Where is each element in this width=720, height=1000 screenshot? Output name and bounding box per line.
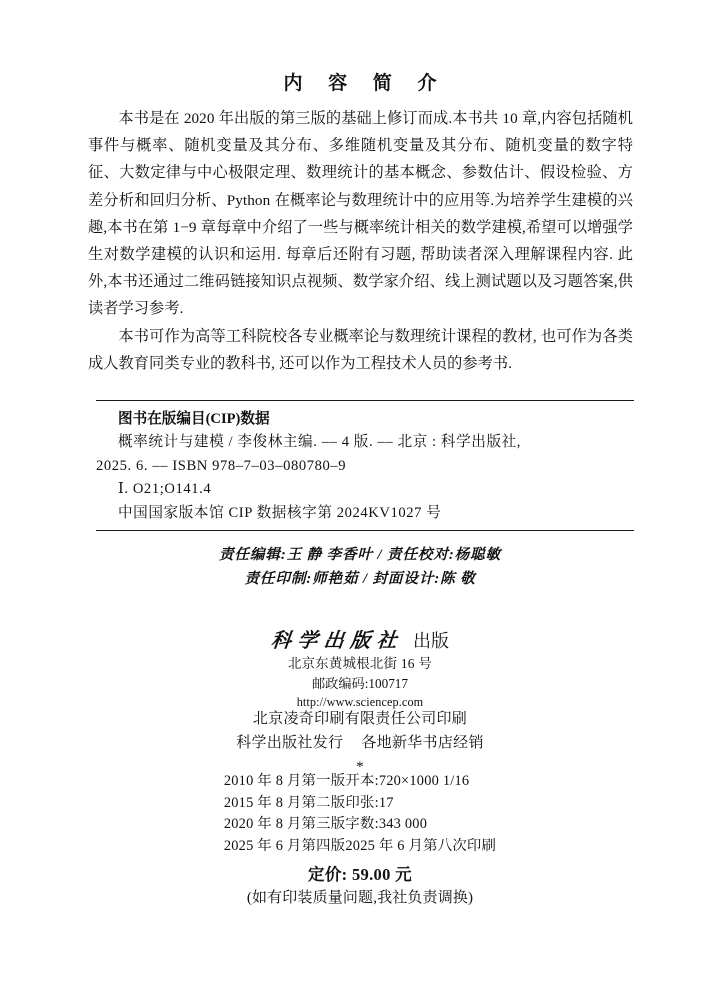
- edition-number: 一: [316, 773, 331, 789]
- publisher-verb: 出版: [413, 631, 449, 651]
- edition-word: 版: [330, 837, 346, 854]
- publisher-address: 北京东黄城根北街 16 号: [287, 656, 433, 671]
- edition-spec: 字数:343 000: [345, 816, 428, 832]
- distribution-line: [0, 731, 720, 755]
- distributor-bookstores: 各地新华书店经销: [361, 735, 484, 751]
- edition-spec: 2025 年 6 月第八次印刷: [345, 837, 497, 854]
- edition-date: 2020 年 8 月第: [223, 816, 317, 832]
- edition-number: 四: [316, 837, 331, 854]
- cip-registry-line: 中国国家版本馆 CIP 数据核字第 2024KV1027 号: [118, 504, 442, 521]
- price-label: 定价: 59.00 元: [308, 865, 412, 884]
- edition-table: [224, 771, 496, 857]
- content-summary: [88, 105, 633, 377]
- edition-spec: 开本:720×1000 1/16: [345, 773, 470, 789]
- cip-divider-top: [96, 400, 634, 401]
- cip-isbn-line: 2025. 6. ‒‒ ISBN 978‒7‒03‒080780‒9: [96, 457, 347, 474]
- publisher-block: [0, 628, 720, 712]
- table-row: [224, 793, 496, 815]
- edition-word: 版: [330, 816, 346, 832]
- credits-block: [0, 543, 720, 591]
- table-row: [224, 814, 496, 836]
- edition-number: 三: [316, 816, 331, 832]
- credits-production-line: 责任印制:师艳茹 / 封面设计:陈 敬: [244, 571, 476, 587]
- table-row: [224, 836, 496, 858]
- distributor-publisher: 科学出版社发行: [236, 735, 344, 751]
- asterisk-separator: *: [356, 759, 364, 775]
- summary-paragraph-2: 本书可作为高等工科院校各专业概率论与数理统计课程的教材, 也可作为各类成人教育同类专业的教科书, 还可以作为工程技术人员的参考书.: [88, 327, 633, 372]
- edition-date: 2025 年 6 月第: [223, 837, 317, 854]
- table-row: [224, 771, 496, 793]
- edition-word: 版: [330, 773, 346, 789]
- edition-word: 版: [330, 794, 346, 811]
- edition-number: 二: [316, 794, 331, 811]
- cip-classification-line: Ⅰ. O21;O141.4: [118, 481, 212, 497]
- publisher-logo: 科学出版社: [269, 630, 405, 652]
- cip-divider-bottom: [96, 530, 634, 531]
- summary-paragraph-1: 本书是在 2020 年出版的第三版的基础上修订而成.本书共 10 章,内容包括随机事件与概率、随机变量及其分布、多维随机变量及其分布、随机变量的数字特征、大数定律与中心极限定理、数理统计的基本概念、参数估计、假设检验、方差分析和回归分析、Python 在概率论与数理统计中的应用等.为培养学生建模的兴趣,本书在第 1−9 章每章中介绍了一些与概率统计相关的数学建模,希望可以增强学生对数学建模的认识和运用. 每章后还附有习题, 帮助读者深入理解课程内容. 此外,本书还通过二维码链接知识点视频、数学家介绍、线上测试题以及习题答案,供读者学习参考.: [88, 110, 633, 318]
- printing-block: [0, 707, 720, 779]
- credits-editor-line: 责任编辑:王 静 李香叶 / 责任校对:杨聪敏: [218, 547, 502, 563]
- cip-heading: 图书在版编目(CIP)数据: [118, 411, 270, 427]
- publisher-website-url: http://www.sciencep.com: [296, 695, 424, 709]
- publisher-logo-row: [0, 628, 720, 654]
- edition-date: 2015 年 8 月第: [223, 794, 317, 811]
- cip-title-line: 概率统计与建模 / 李俊林主编. ‒‒ 4 版. ‒‒ 北京 : 科学出版社,: [118, 434, 522, 450]
- cip-block: [96, 408, 641, 525]
- printer-line: 北京凌奇印刷有限责任公司印刷: [252, 711, 468, 727]
- publisher-postcode: 邮政编码:100717: [312, 676, 408, 691]
- edition-details: [0, 771, 720, 857]
- page-title: 内 容 简 介: [283, 73, 447, 94]
- edition-spec: 印张:17: [345, 794, 394, 811]
- quality-guarantee-note: (如有印装质量问题,我社负责调换): [246, 890, 474, 906]
- edition-date: 2010 年 8 月第: [223, 773, 317, 789]
